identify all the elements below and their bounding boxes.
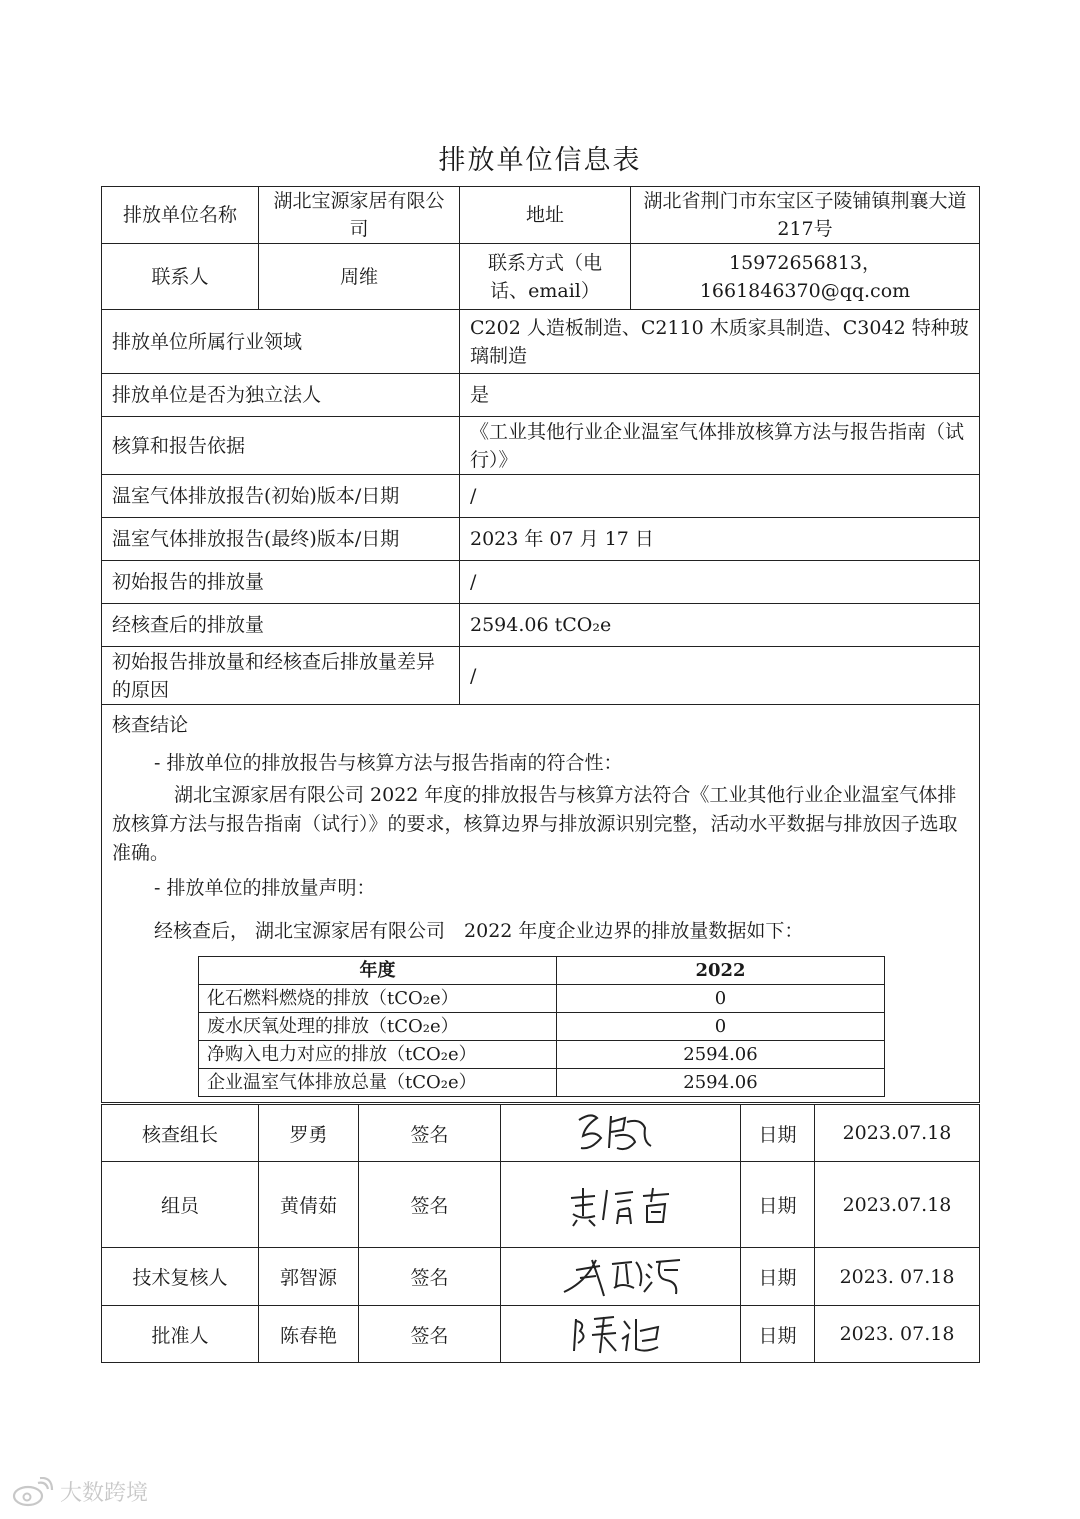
- independent-value: 是: [460, 374, 980, 417]
- emission-statement-text: 经核查后， 湖北宝源家居有限公司 2022 年度企业边界的排放量数据如下：: [154, 920, 804, 942]
- industry-label: 排放单位所属行业领域: [102, 310, 460, 374]
- signature-scribble-icon: [556, 1252, 686, 1302]
- date-label: 日期: [741, 1248, 815, 1306]
- signature-scribble-icon: [561, 1180, 681, 1230]
- emission-row-label: 废水厌氧处理的排放（tCO₂e）: [199, 1013, 557, 1041]
- conformity-paragraph: 湖北宝源家居有限公司 2022 年度的排放报告与核算方法符合《工业其他行业企业温室气体排放核算方法与报告指南（试行）》的要求，核算边界与排放源识别完整，活动水平数据与排放因子选取准确。: [112, 784, 958, 864]
- signature-scribble-icon: [566, 1309, 676, 1359]
- signature-person-name: 陈春艳: [259, 1306, 359, 1363]
- emission-row-label: 企业温室气体排放总量（tCO₂e）: [199, 1069, 557, 1097]
- table-row: [199, 1013, 885, 1041]
- handwritten-signature: [501, 1162, 741, 1248]
- emission-table-header-year: 2022: [557, 957, 885, 985]
- emission-statement-bullet: - 排放单位的排放量声明：: [154, 877, 376, 899]
- handwritten-signature: [501, 1105, 741, 1162]
- final-report-label: 温室气体排放报告(最终)版本/日期: [102, 518, 460, 561]
- signature-person-name: 黄倩茹: [259, 1162, 359, 1248]
- contact-method-value: 15972656813，1661846370@qq.com: [631, 244, 980, 310]
- signature-table: [101, 1104, 980, 1363]
- contact-method-label: 联系方式（电话、email）: [460, 244, 631, 310]
- basis-label: 核算和报告依据: [102, 417, 460, 475]
- signature-role: 组员: [102, 1162, 259, 1248]
- table-row: [102, 1162, 980, 1248]
- initial-report-label: 温室气体排放报告(初始)版本/日期: [102, 475, 460, 518]
- signature-date: 2023.07.18: [815, 1162, 980, 1248]
- sign-label: 签名: [359, 1248, 501, 1306]
- signature-date: 2023. 07.18: [815, 1248, 980, 1306]
- signature-person-name: 罗勇: [259, 1105, 359, 1162]
- handwritten-signature: [501, 1248, 741, 1306]
- info-table: [101, 186, 980, 1103]
- signature-date: 2023.07.18: [815, 1105, 980, 1162]
- watermark: [12, 1476, 148, 1507]
- industry-value: C202 人造板制造、C2110 木质家具制造、C3042 特种玻璃制造: [460, 310, 980, 374]
- address-label: 地址: [460, 187, 631, 244]
- table-row: [199, 1069, 885, 1097]
- final-report-value: 2023 年 07 月 17 日: [460, 518, 980, 561]
- document-title: 排放单位信息表: [438, 145, 642, 176]
- initial-emission-value: /: [460, 561, 980, 604]
- sign-label: 签名: [359, 1105, 501, 1162]
- address-value: 湖北省荆门市东宝区子陵铺镇荆襄大道217号: [631, 187, 980, 244]
- table-row: [199, 985, 885, 1013]
- handwritten-signature: [501, 1306, 741, 1363]
- signature-role: 核查组长: [102, 1105, 259, 1162]
- contact-label: 联系人: [102, 244, 259, 310]
- initial-report-value: /: [460, 475, 980, 518]
- contact-value: 周维: [259, 244, 460, 310]
- table-row: [102, 1105, 980, 1162]
- emission-row-label: 净购入电力对应的排放（tCO₂e）: [199, 1041, 557, 1069]
- weibo-logo-icon: [12, 1477, 54, 1507]
- emission-row-value: 2594.06: [557, 1041, 885, 1069]
- table-row: [102, 1248, 980, 1306]
- emission-table-header-label: 年度: [199, 957, 557, 985]
- verified-emission-value: 2594.06 tCO₂e: [460, 604, 980, 647]
- name-label: 排放单位名称: [102, 187, 259, 244]
- table-row: [102, 1306, 980, 1363]
- date-label: 日期: [741, 1162, 815, 1248]
- date-label: 日期: [741, 1105, 815, 1162]
- independent-label: 排放单位是否为独立法人: [102, 374, 460, 417]
- initial-emission-label: 初始报告的排放量: [102, 561, 460, 604]
- sign-label: 签名: [359, 1306, 501, 1363]
- table-row: [199, 1041, 885, 1069]
- emission-table: [198, 956, 885, 1097]
- conclusion-section: [102, 705, 980, 1103]
- name-value: 湖北宝源家居有限公司: [259, 187, 460, 244]
- signature-role: 技术复核人: [102, 1248, 259, 1306]
- difference-value: /: [460, 647, 980, 705]
- verified-emission-label: 经核查后的排放量: [102, 604, 460, 647]
- signature-person-name: 郭智源: [259, 1248, 359, 1306]
- emission-row-value: 0: [557, 985, 885, 1013]
- basis-value: 《工业其他行业企业温室气体排放核算方法与报告指南（试行）》: [460, 417, 980, 475]
- difference-label: 初始报告排放量和经核查后排放量差异的原因: [102, 647, 460, 705]
- emission-row-value: 0: [557, 1013, 885, 1041]
- date-label: 日期: [741, 1306, 815, 1363]
- signature-scribble-icon: [561, 1108, 681, 1158]
- watermark-text: 大数跨境: [60, 1481, 149, 1506]
- emission-row-value: 2594.06: [557, 1069, 885, 1097]
- sign-label: 签名: [359, 1162, 501, 1248]
- emission-row-label: 化石燃料燃烧的排放（tCO₂e）: [199, 985, 557, 1013]
- conformity-bullet: - 排放单位的排放报告与核算方法与报告指南的符合性：: [154, 752, 623, 774]
- signature-date: 2023. 07.18: [815, 1306, 980, 1363]
- conclusion-heading: 核查结论: [112, 714, 189, 736]
- signature-role: 批准人: [102, 1306, 259, 1363]
